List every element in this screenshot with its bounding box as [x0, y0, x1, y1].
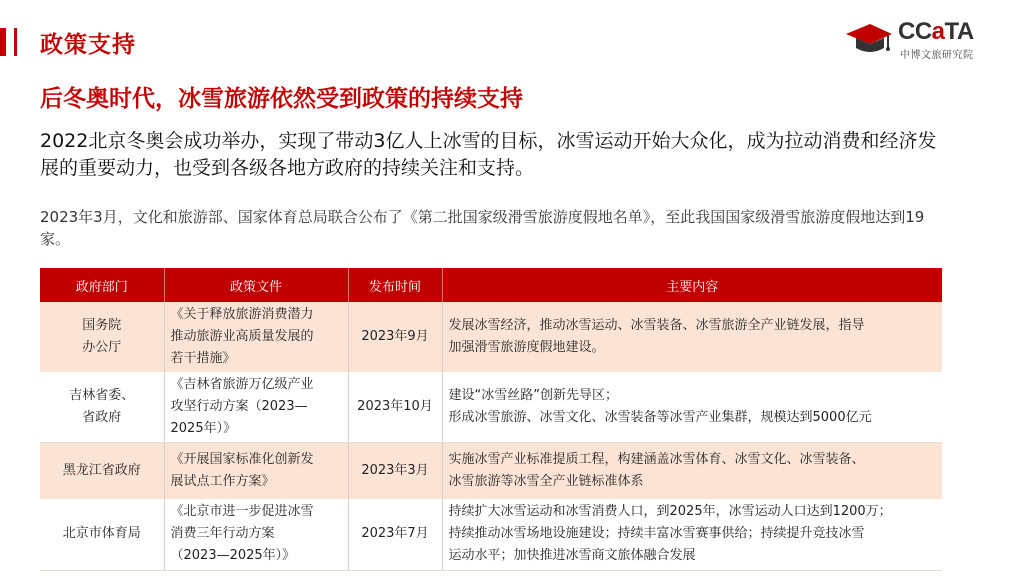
logo-brand: CCaTA	[898, 18, 974, 45]
headline: 后冬奥时代，冰雪旅游依然受到政策的持续支持	[40, 86, 523, 112]
cell-date: 2023年7月	[348, 499, 442, 571]
section-title: 政策支持	[40, 32, 136, 58]
cell-doc: 《开展国家标准化创新发 展试点工作方案》	[164, 443, 348, 499]
cell-dept: 黑龙江省政府	[40, 443, 164, 499]
header-date: 发布时间	[348, 268, 442, 302]
paragraph-detail: 2023年3月，文化和旅游部、国家体育总局联合公布了《第二批国家级滑雪旅游度假地名单》，至此我国国家级滑雪旅游度假地达到19家。	[40, 208, 925, 248]
logo	[844, 18, 994, 60]
header-doc: 政策文件	[164, 268, 348, 302]
table-row	[40, 372, 942, 443]
cell-date: 2023年10月	[348, 372, 442, 443]
cell-dept: 吉林省委、 省政府	[40, 372, 164, 443]
policy-table	[40, 268, 942, 571]
cell-content: 持续扩大冰雪运动和冰雪消费人口，到2025年，冰雪运动人口达到1200万； 持续推动冰雪场地设施建设；持续丰富冰雪赛事供给；持续提升竞技冰雪 运动水平；加快推进冰雪商文旅体融合发展	[442, 499, 942, 571]
logo-subtitle: 中博文旅研究院	[900, 50, 974, 61]
cell-dept: 国务院 办公厅	[40, 302, 164, 372]
header-content: 主要内容	[442, 268, 942, 302]
paragraph-main: 2022北京冬奥会成功举办，实现了带动3亿人上冰雪的目标，冰雪运动开始大众化，成为拉动消费和经济发展的重要动力，也受到各级各地方政府的持续关注和支持。	[40, 130, 937, 179]
cell-dept: 北京市体育局	[40, 499, 164, 571]
cell-content: 建设“冰雪丝路”创新先导区； 形成冰雪旅游、冰雪文化、冰雪装备等冰雪产业集群，规模达到5000亿元	[442, 372, 942, 443]
cell-date: 2023年9月	[348, 302, 442, 372]
accent-bar-thin	[14, 28, 17, 56]
cell-doc: 《北京市进一步促进冰雪 消费三年行动方案 （2023—2025年）》	[164, 499, 348, 571]
table-header-row	[40, 268, 942, 302]
accent-bar	[0, 28, 6, 56]
cell-content: 发展冰雪经济，推动冰雪运动、冰雪装备、冰雪旅游全产业链发展，指导 加强滑雪旅游度假地建设。	[442, 302, 942, 372]
table-row	[40, 499, 942, 571]
graduation-cap-icon	[844, 20, 894, 56]
header-dept: 政府部门	[40, 268, 164, 302]
table-row	[40, 443, 942, 499]
cell-content: 实施冰雪产业标准提质工程，构建涵盖冰雪体育、冰雪文化、冰雪装备、 冰雪旅游等冰雪全产业链标准体系	[442, 443, 942, 499]
table-row	[40, 302, 942, 372]
cell-doc: 《关于释放旅游消费潜力 推动旅游业高质量发展的 若干措施》	[164, 302, 348, 372]
cell-doc: 《吉林省旅游万亿级产业 攻坚行动方案（2023— 2025年）》	[164, 372, 348, 443]
cell-date: 2023年3月	[348, 443, 442, 499]
